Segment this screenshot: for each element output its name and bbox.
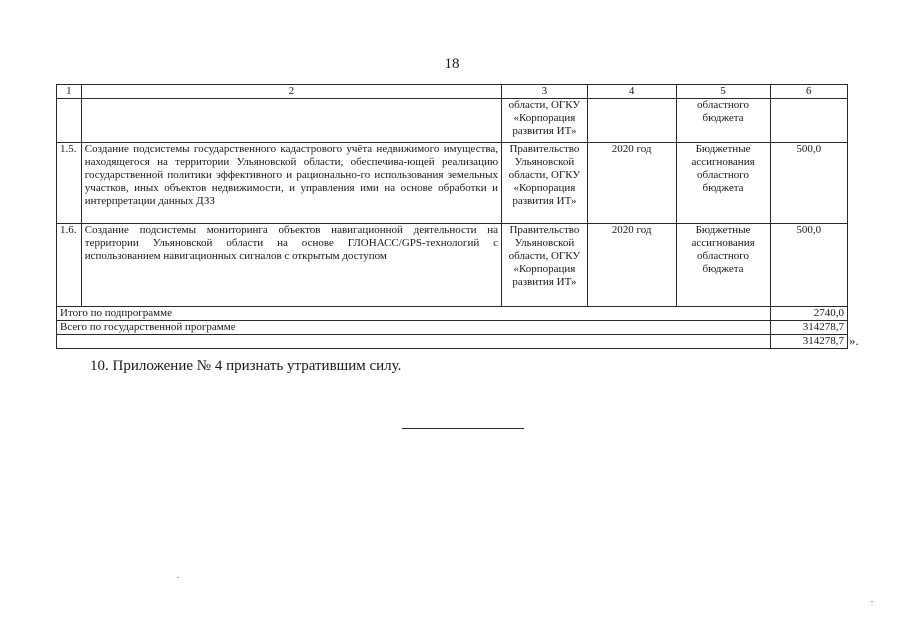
scan-speck [177, 577, 179, 578]
table-cell [81, 99, 501, 143]
item-10-paragraph: 10. Приложение № 4 признать утратившим силу. [90, 358, 402, 374]
year-cell: 2020 год [587, 224, 676, 307]
subtotal-label: Итого по подпрограмме [57, 307, 771, 321]
table-cell [587, 99, 676, 143]
header-cell: 6 [770, 85, 847, 99]
program-table [56, 84, 848, 349]
row-number: 1.5. [57, 143, 82, 224]
separator-line [402, 428, 524, 429]
header-cell: 4 [587, 85, 676, 99]
header-cell: 3 [502, 85, 588, 99]
year-cell: 2020 год [587, 143, 676, 224]
table-cell [770, 99, 847, 143]
row-description: Создание подсистемы мониторинга объектов навигационной деятельности на территории Ульяновской области на основе ГЛОНАСС/GPS-технологий с использованием навигационных сигналов с открытым доступом [81, 224, 501, 307]
total-label: Всего по государственной программе [57, 321, 771, 335]
table-row [57, 224, 848, 307]
extra-row [57, 335, 848, 349]
page-number: 18 [444, 56, 460, 72]
executor-cell: Правительство Ульяновской области, ОГКУ «Корпорация развития ИТ» [502, 143, 588, 224]
source-cell: областного бюджета [676, 99, 770, 143]
header-cell: 5 [676, 85, 770, 99]
amount-cell: 500,0 [770, 143, 847, 224]
source-cell: Бюджетные ассигнования областного бюджета [676, 143, 770, 224]
header-cell: 2 [81, 85, 501, 99]
total-value-repeat: 314278,7 [770, 335, 847, 349]
table-row [57, 143, 848, 224]
subtotal-value: 2740,0 [770, 307, 847, 321]
total-row [57, 321, 848, 335]
header-cell: 1 [57, 85, 82, 99]
row-number: 1.6. [57, 224, 82, 307]
table-header-row [57, 85, 848, 99]
executor-cell: Правительство Ульяновской области, ОГКУ «Корпорация развития ИТ» [502, 224, 588, 307]
executor-cell: области, ОГКУ «Корпорация развития ИТ» [502, 99, 588, 143]
total-value: 314278,7 [770, 321, 847, 335]
table-cell [57, 99, 82, 143]
closing-quote: ». [849, 333, 859, 348]
table-row-continuation [57, 99, 848, 143]
source-cell: Бюджетные ассигнования областного бюджета [676, 224, 770, 307]
row-description: Создание подсистемы государственного кадастрового учёта недвижимого имущества, находящегося на территории Ульяновской области, обеспечива-ющей реализацию государственной политики эффективного и рационально-го использования земельных участков, иных объектов недвижимости, и управления ими на основе обработки и интерпретации данных ДЗЗ [81, 143, 501, 224]
subtotal-row [57, 307, 848, 321]
extra-empty-cell [57, 335, 771, 349]
amount-cell: 500,0 [770, 224, 847, 307]
scan-speck [871, 601, 873, 602]
